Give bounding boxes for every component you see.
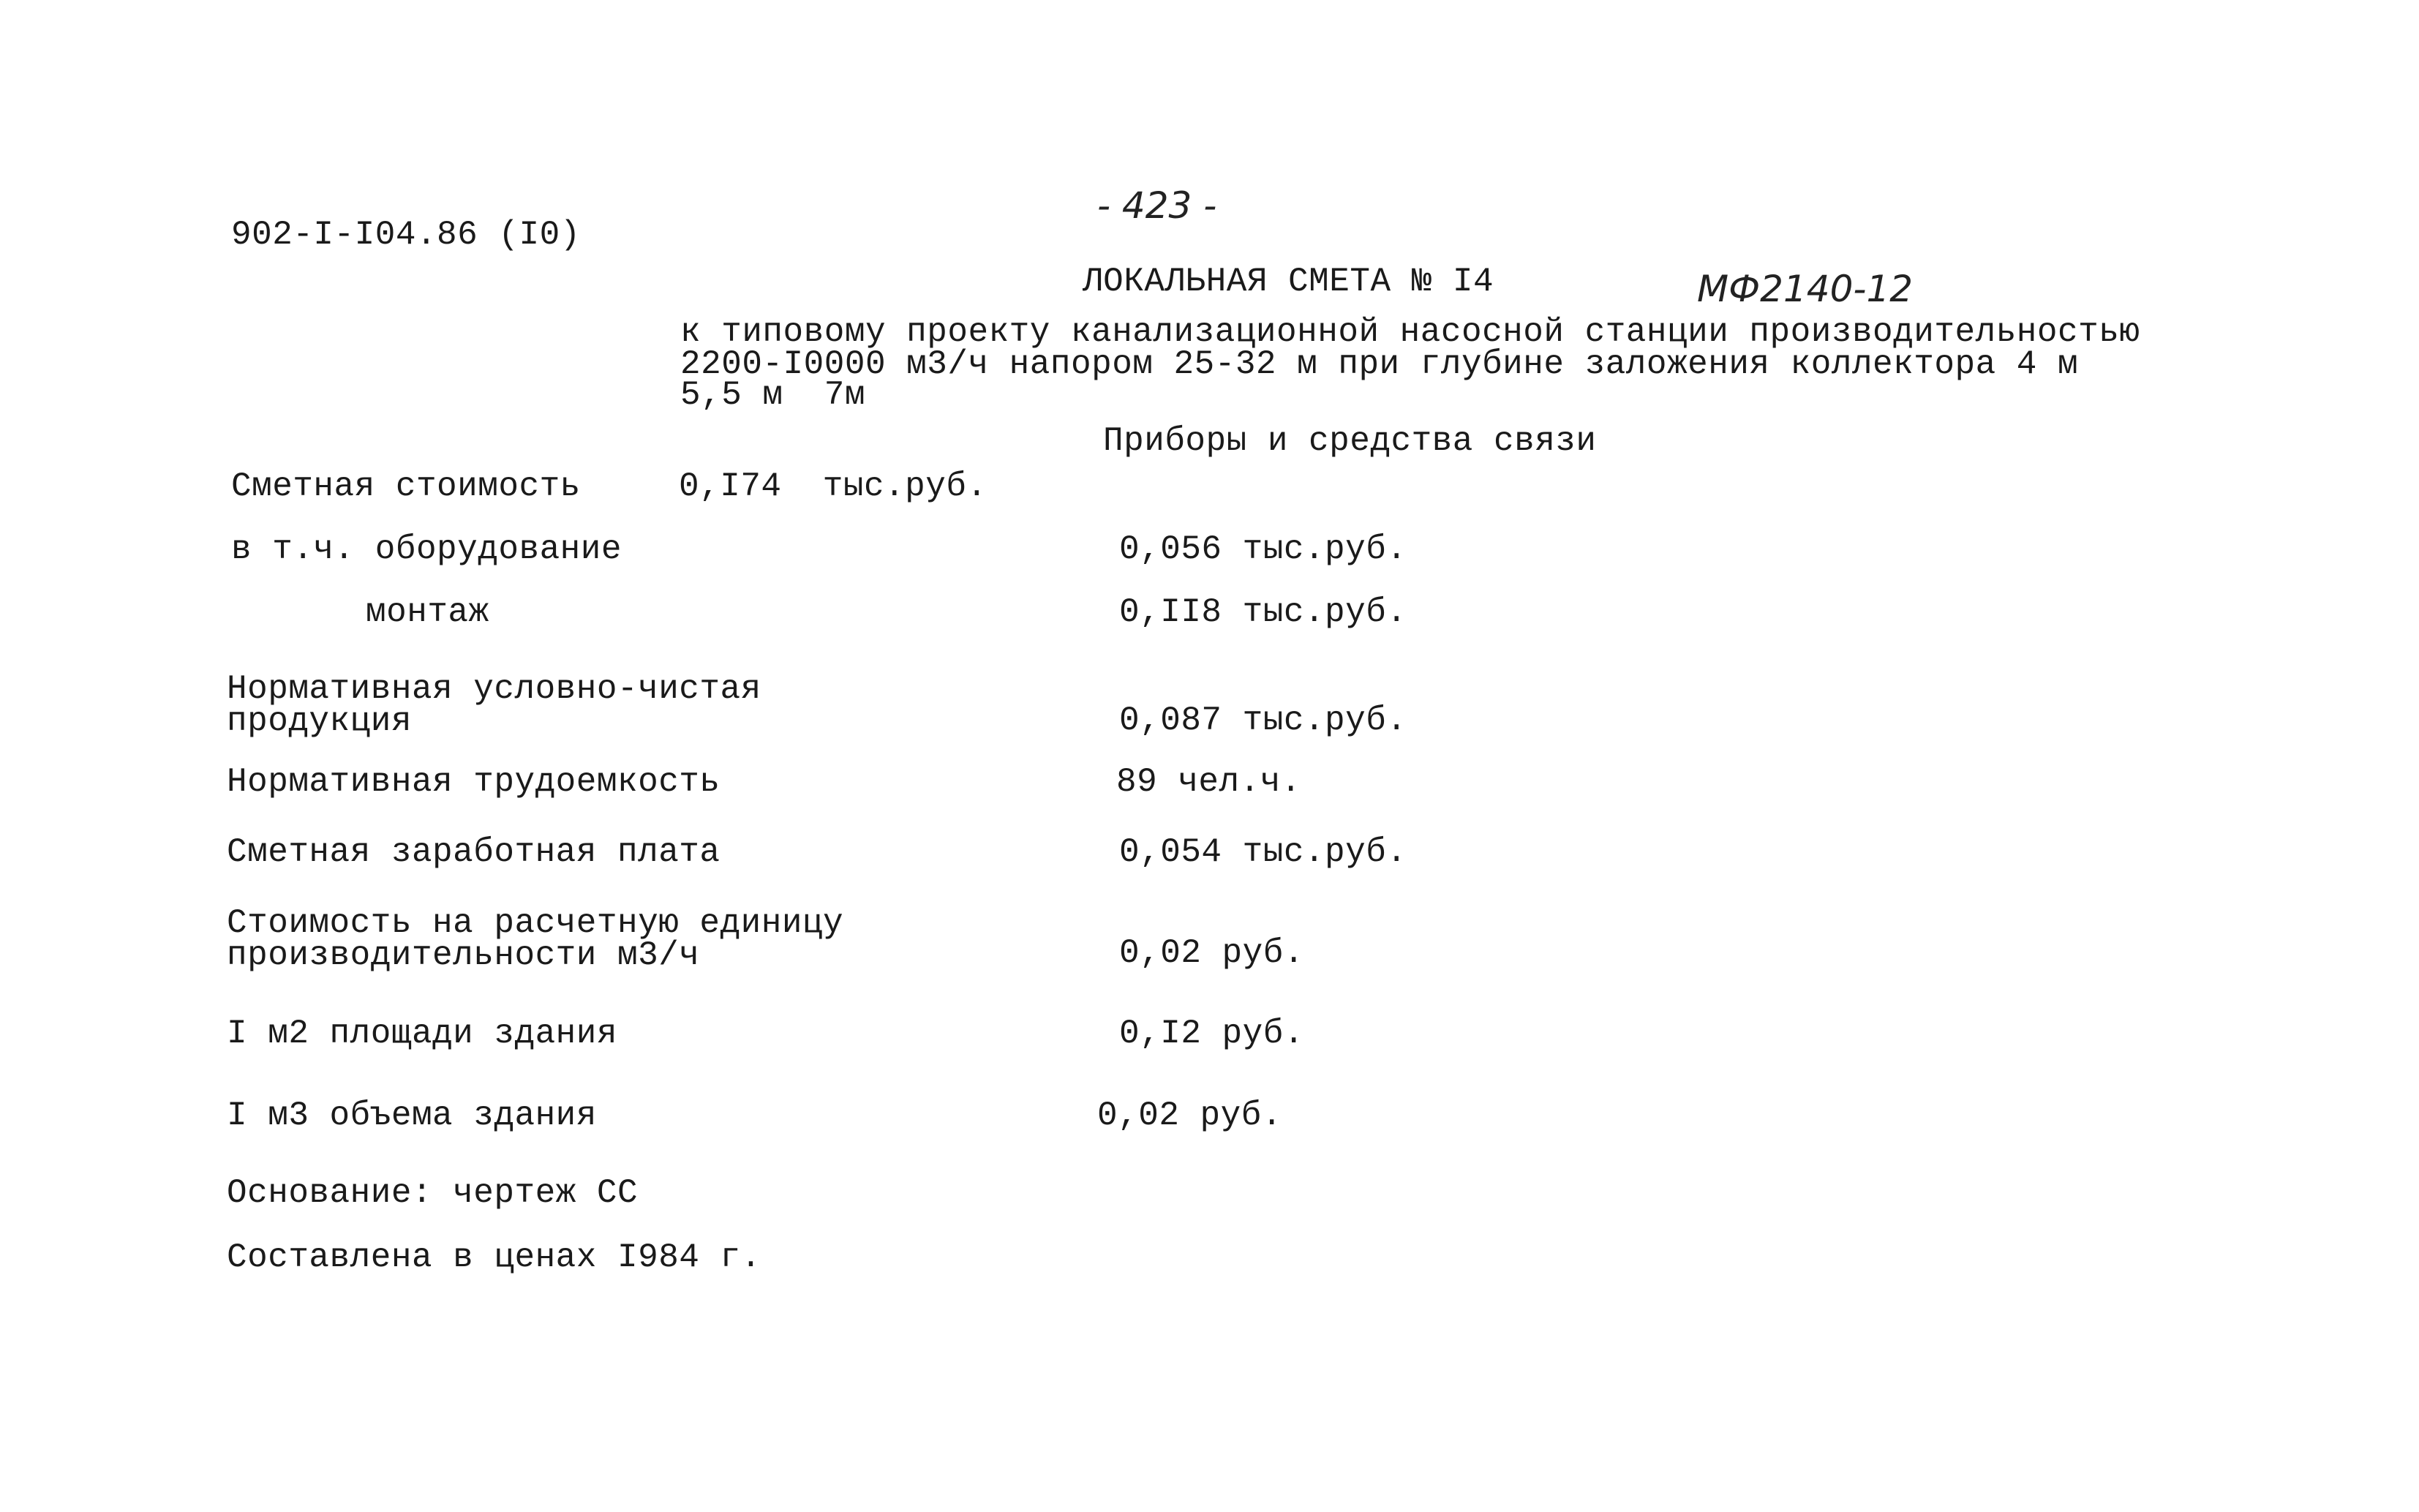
- unit-cost-value: 0,02 руб.: [1119, 934, 1304, 972]
- subtitle-line-1: к типовому проекту канализационной насосной станции производительностью: [680, 313, 2140, 351]
- unit-cost-label-line1: Стоимость на расчетную единицу: [227, 904, 844, 942]
- page-number: - 423 -: [1097, 184, 1217, 227]
- net-production-label-line2: продукция: [227, 702, 412, 740]
- wages-value: 0,054 тыс.руб.: [1119, 833, 1407, 871]
- net-production-label-line1: Нормативная условно-чистая: [227, 670, 761, 708]
- document-code: 902-I-I04.86 (I0): [231, 216, 581, 254]
- subtitle-line-3: 5,5 м 7м: [680, 376, 865, 414]
- volume-cost-label: I м3 объема здания: [227, 1097, 597, 1135]
- equipment-value: 0,056 тыс.руб.: [1119, 530, 1407, 568]
- installation-value: 0,II8 тыс.руб.: [1119, 593, 1407, 631]
- prices-note: Составлена в ценах I984 г.: [227, 1238, 761, 1276]
- wages-label: Сметная заработная плата: [227, 833, 721, 871]
- equipment-label: в т.ч. оборудование: [231, 530, 622, 568]
- area-cost-label: I м2 площади здания: [227, 1015, 617, 1053]
- labor-value: 89 чел.ч.: [1116, 763, 1301, 801]
- estimated-cost-label: Сметная стоимость: [231, 467, 581, 505]
- basis-note: Основание: чертеж СС: [227, 1174, 639, 1212]
- section-title: Приборы и средства связи: [1103, 422, 1597, 460]
- document-title: ЛОКАЛЬНАЯ СМЕТА № I4: [1083, 263, 1494, 301]
- subtitle-line-2: 2200-I0000 м3/ч напором 25-32 м при глубине заложения коллектора 4 м: [680, 345, 2079, 383]
- installation-label: монтаж: [366, 593, 489, 631]
- volume-cost-value: 0,02 руб.: [1097, 1097, 1282, 1135]
- unit-cost-label-line2: производительности м3/ч: [227, 936, 700, 974]
- area-cost-value: 0,I2 руб.: [1119, 1015, 1304, 1053]
- handwritten-reference: МФ2140-12: [1697, 268, 1914, 310]
- labor-label: Нормативная трудоемкость: [227, 763, 721, 801]
- estimated-cost-value: 0,I74 тыс.руб.: [679, 467, 987, 505]
- net-production-value: 0,087 тыс.руб.: [1119, 702, 1407, 740]
